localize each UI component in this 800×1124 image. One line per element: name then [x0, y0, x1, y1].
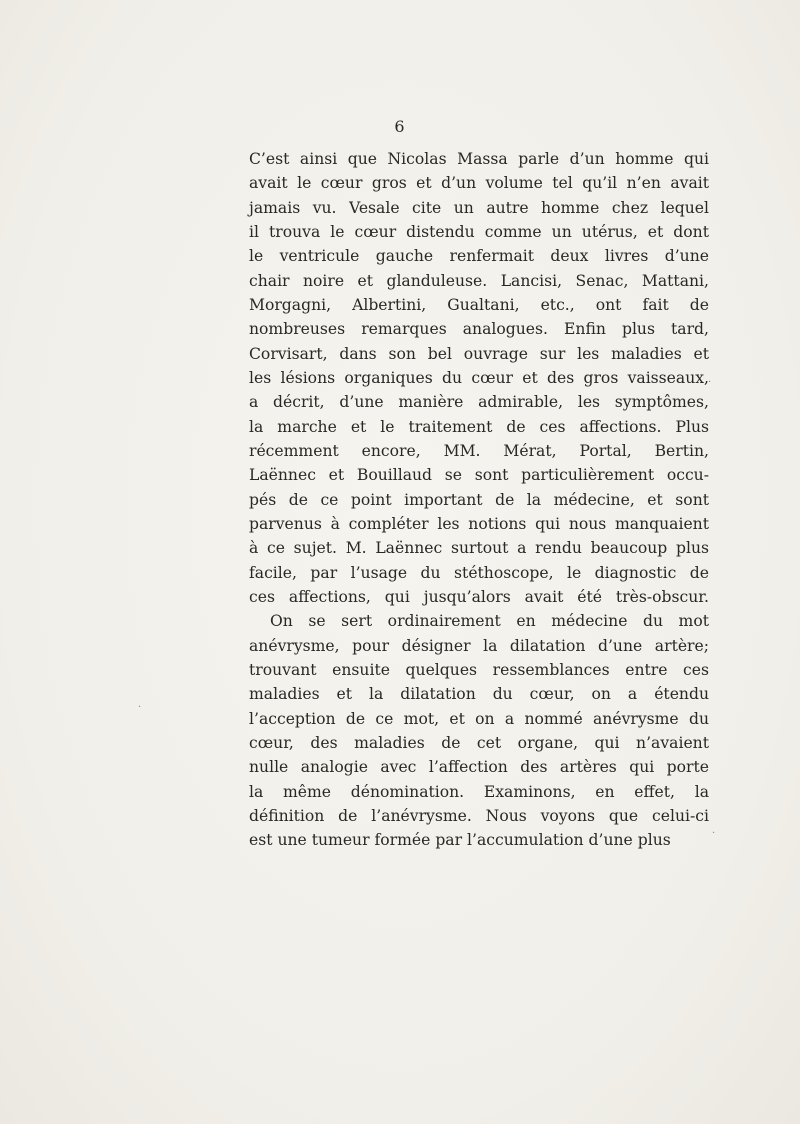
- text-line: est une tumeur formée par l’accumulation d’une plus: [249, 831, 671, 850]
- page-number: 6: [394, 117, 406, 136]
- text-line: nombreuses remarques analogues. Enfin plus tard,: [249, 320, 709, 339]
- text-line: anévrysme, pour désigner la dilatation d’une artère;: [249, 636, 709, 655]
- text-line: définition de l’anévrysme. Nous voyons que celui-ci: [249, 806, 709, 825]
- text-line: il trouva le cœur distendu comme un utérus, et dont: [249, 222, 709, 241]
- text-line: avait le cœur gros et d’un volume tel qu’il n’en avait: [249, 174, 709, 193]
- text-line: cœur, des maladies de cet organe, qui n’avaient: [249, 733, 709, 752]
- text-line: l’acception de ce mot, et on a nommé anévrysme du: [249, 709, 709, 728]
- text-line: On se sert ordinairement en médecine du mot: [270, 612, 709, 631]
- text-line: chair noire et glanduleuse. Lancisi, Senac, Mattani,: [249, 271, 709, 290]
- text-line: parvenus à compléter les notions qui nous manquaient: [249, 514, 709, 533]
- text-line: le ventricule gauche renfermait deux livres d’une: [249, 247, 709, 266]
- text-line: nulle analogie avec l’affection des artères qui porte: [249, 758, 709, 777]
- text-line: pés de ce point important de la médecine, et sont: [249, 490, 709, 509]
- text-line: jamais vu. Vesale cite un autre homme chez lequel: [249, 198, 709, 217]
- text-line: récemment encore, MM. Mérat, Portal, Bertin,: [249, 441, 709, 460]
- text-line: maladies et la dilatation du cœur, on a étendu: [249, 685, 709, 704]
- body-text: [249, 147, 712, 853]
- text-line: Laënnec et Bouillaud se sont particulièrement occu-: [249, 466, 709, 485]
- text-line: la même dénomination. Examinons, en effet, la: [249, 782, 709, 801]
- text-line: la marche et le traitement de ces affections. Plus: [249, 417, 709, 436]
- text-line: ces affections, qui jusqu’alors avait été très-obscur.: [249, 587, 709, 606]
- paper-speck: ·: [712, 828, 716, 839]
- text-line: à ce sujet. M. Laënnec surtout a rendu beaucoup plus: [249, 539, 709, 558]
- text-line: Corvisart, dans son bel ouvrage sur les maladies et: [249, 344, 709, 363]
- text-line: a décrit, d’une manière admirable, les symptômes,: [249, 393, 709, 412]
- text-line: facile, par l’usage du stéthoscope, le diagnostic de: [249, 563, 709, 582]
- text-line: les lésions organiques du cœur et des gros vaisseaux,: [249, 368, 709, 387]
- text-line: Morgagni, Albertini, Gualtani, etc., ont fait de: [249, 295, 709, 314]
- paper-speck: ·: [138, 702, 142, 713]
- paper-speck: ·: [708, 377, 712, 388]
- text-line: C’est ainsi que Nicolas Massa parle d’un homme qui: [249, 150, 709, 168]
- text-line: trouvant ensuite quelques ressemblances entre ces: [249, 660, 709, 679]
